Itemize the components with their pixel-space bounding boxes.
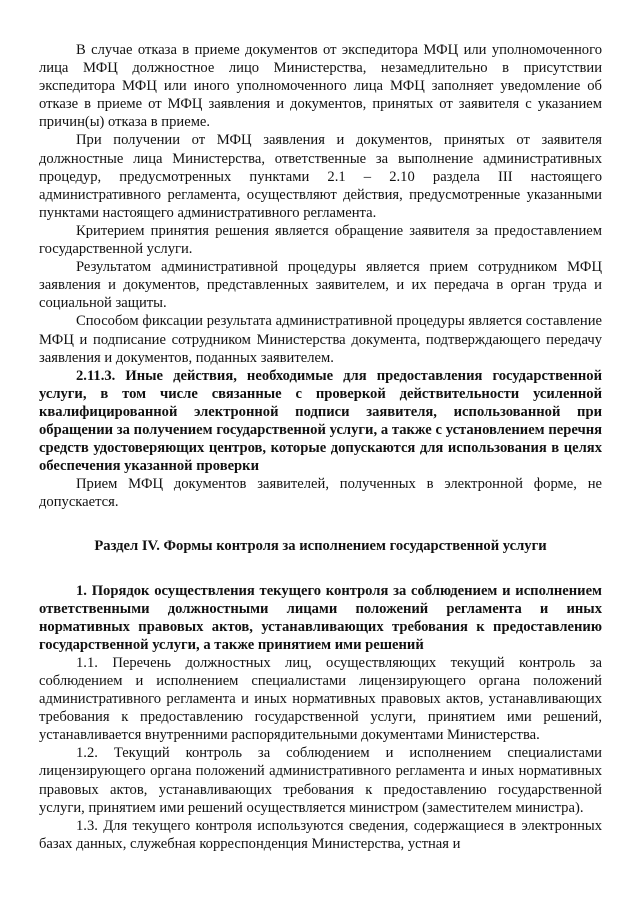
paragraph-refusal-notice: В случае отказа в приеме документов от экспедитора МФЦ или уполномоченного лица МФЦ должностное лицо Министерства, незамедлительно в присутствии экспедитора МФЦ или иного уполномоченного лица МФЦ заполняет уведомление об отказе в приеме от МФЦ заявления и документов, принятых от заявителя с указанием причин(ы) отказа в приеме. — [39, 42, 602, 131]
paragraph-1-3: 1.3. Для текущего контроля используются сведения, содержащиеся в электронных базах данных, служебная корреспонденция Министерства, устная и — [39, 817, 602, 852]
paragraph-1-2: 1.2. Текущий контроль за соблюдением и исполнением специалистами лицензирующего органа положений административного регламента и иных нормативных правовых актов, устанавливающих требования к предоставлению государственной услуги, принятием ими решений осуществляется министром (заместителем министра). — [39, 745, 602, 816]
paragraph-2-11-3-heading: 2.11.3. Иные действия, необходимые для предоставления государственной услуги, в том числе связанные с проверкой действительности усиленной квалифицированной электронной подписи заявителя, использованной при обращении за получением государственной услуги, а также с установлением перечня средств удостоверяющих центров, которые допускаются для использования в целях обеспечения указанной проверки — [39, 367, 602, 475]
section-iv-heading: Раздел IV. Формы контроля за исполнением государственной услуги — [94, 538, 547, 555]
paragraph-result-fixation: Способом фиксации результата административной процедуры является составление МФЦ и подписание сотрудником Министерства документа, подтверждающего передачу заявления и документов, поданных заявителем. — [39, 313, 602, 366]
paragraph-mfc-receipt: При получении от МФЦ заявления и документов, принятых от заявителя должностные лица Министерства, ответственные за выполнение административных процедур, предусмотренных пунктами 2.1 – 2.10 раздела III настоящего административного регламента, осуществляют действия, предусмотренные указанными пунктами настоящего административного регламента. — [39, 132, 602, 221]
paragraph-1-1: 1.1. Перечень должностных лиц, осуществляющих текущий контроль за соблюдением и исполнением специалистами лицензирующего органа положений административного регламента и иных нормативных правовых актов, устанавливающих требования к предоставлению государственной услуги, принятием ими решений, устанавливается внутренними распорядительными документами Министерства. — [39, 654, 602, 744]
paragraph-procedure-result: Результатом административной процедуры является прием сотрудником МФЦ заявления и документов, представленных заявителем, и их передача в орган труда и социальной защиты. — [39, 259, 602, 312]
paragraph-control-procedure-heading: 1. Порядок осуществления текущего контроля за соблюдением и исполнением ответственными должностными лицами положений регламента и иных нормативных правовых актов, устанавливающих требования к предоставлению государственной услуги, а также принятием ими решений — [39, 582, 602, 653]
paragraph-electronic-not-accepted: Прием МФЦ документов заявителей, полученных в электронной форме, не допускается. — [39, 476, 602, 511]
paragraph-decision-criterion: Критерием принятия решения является обращение заявителя за предоставлением государственной услуги. — [39, 222, 602, 258]
